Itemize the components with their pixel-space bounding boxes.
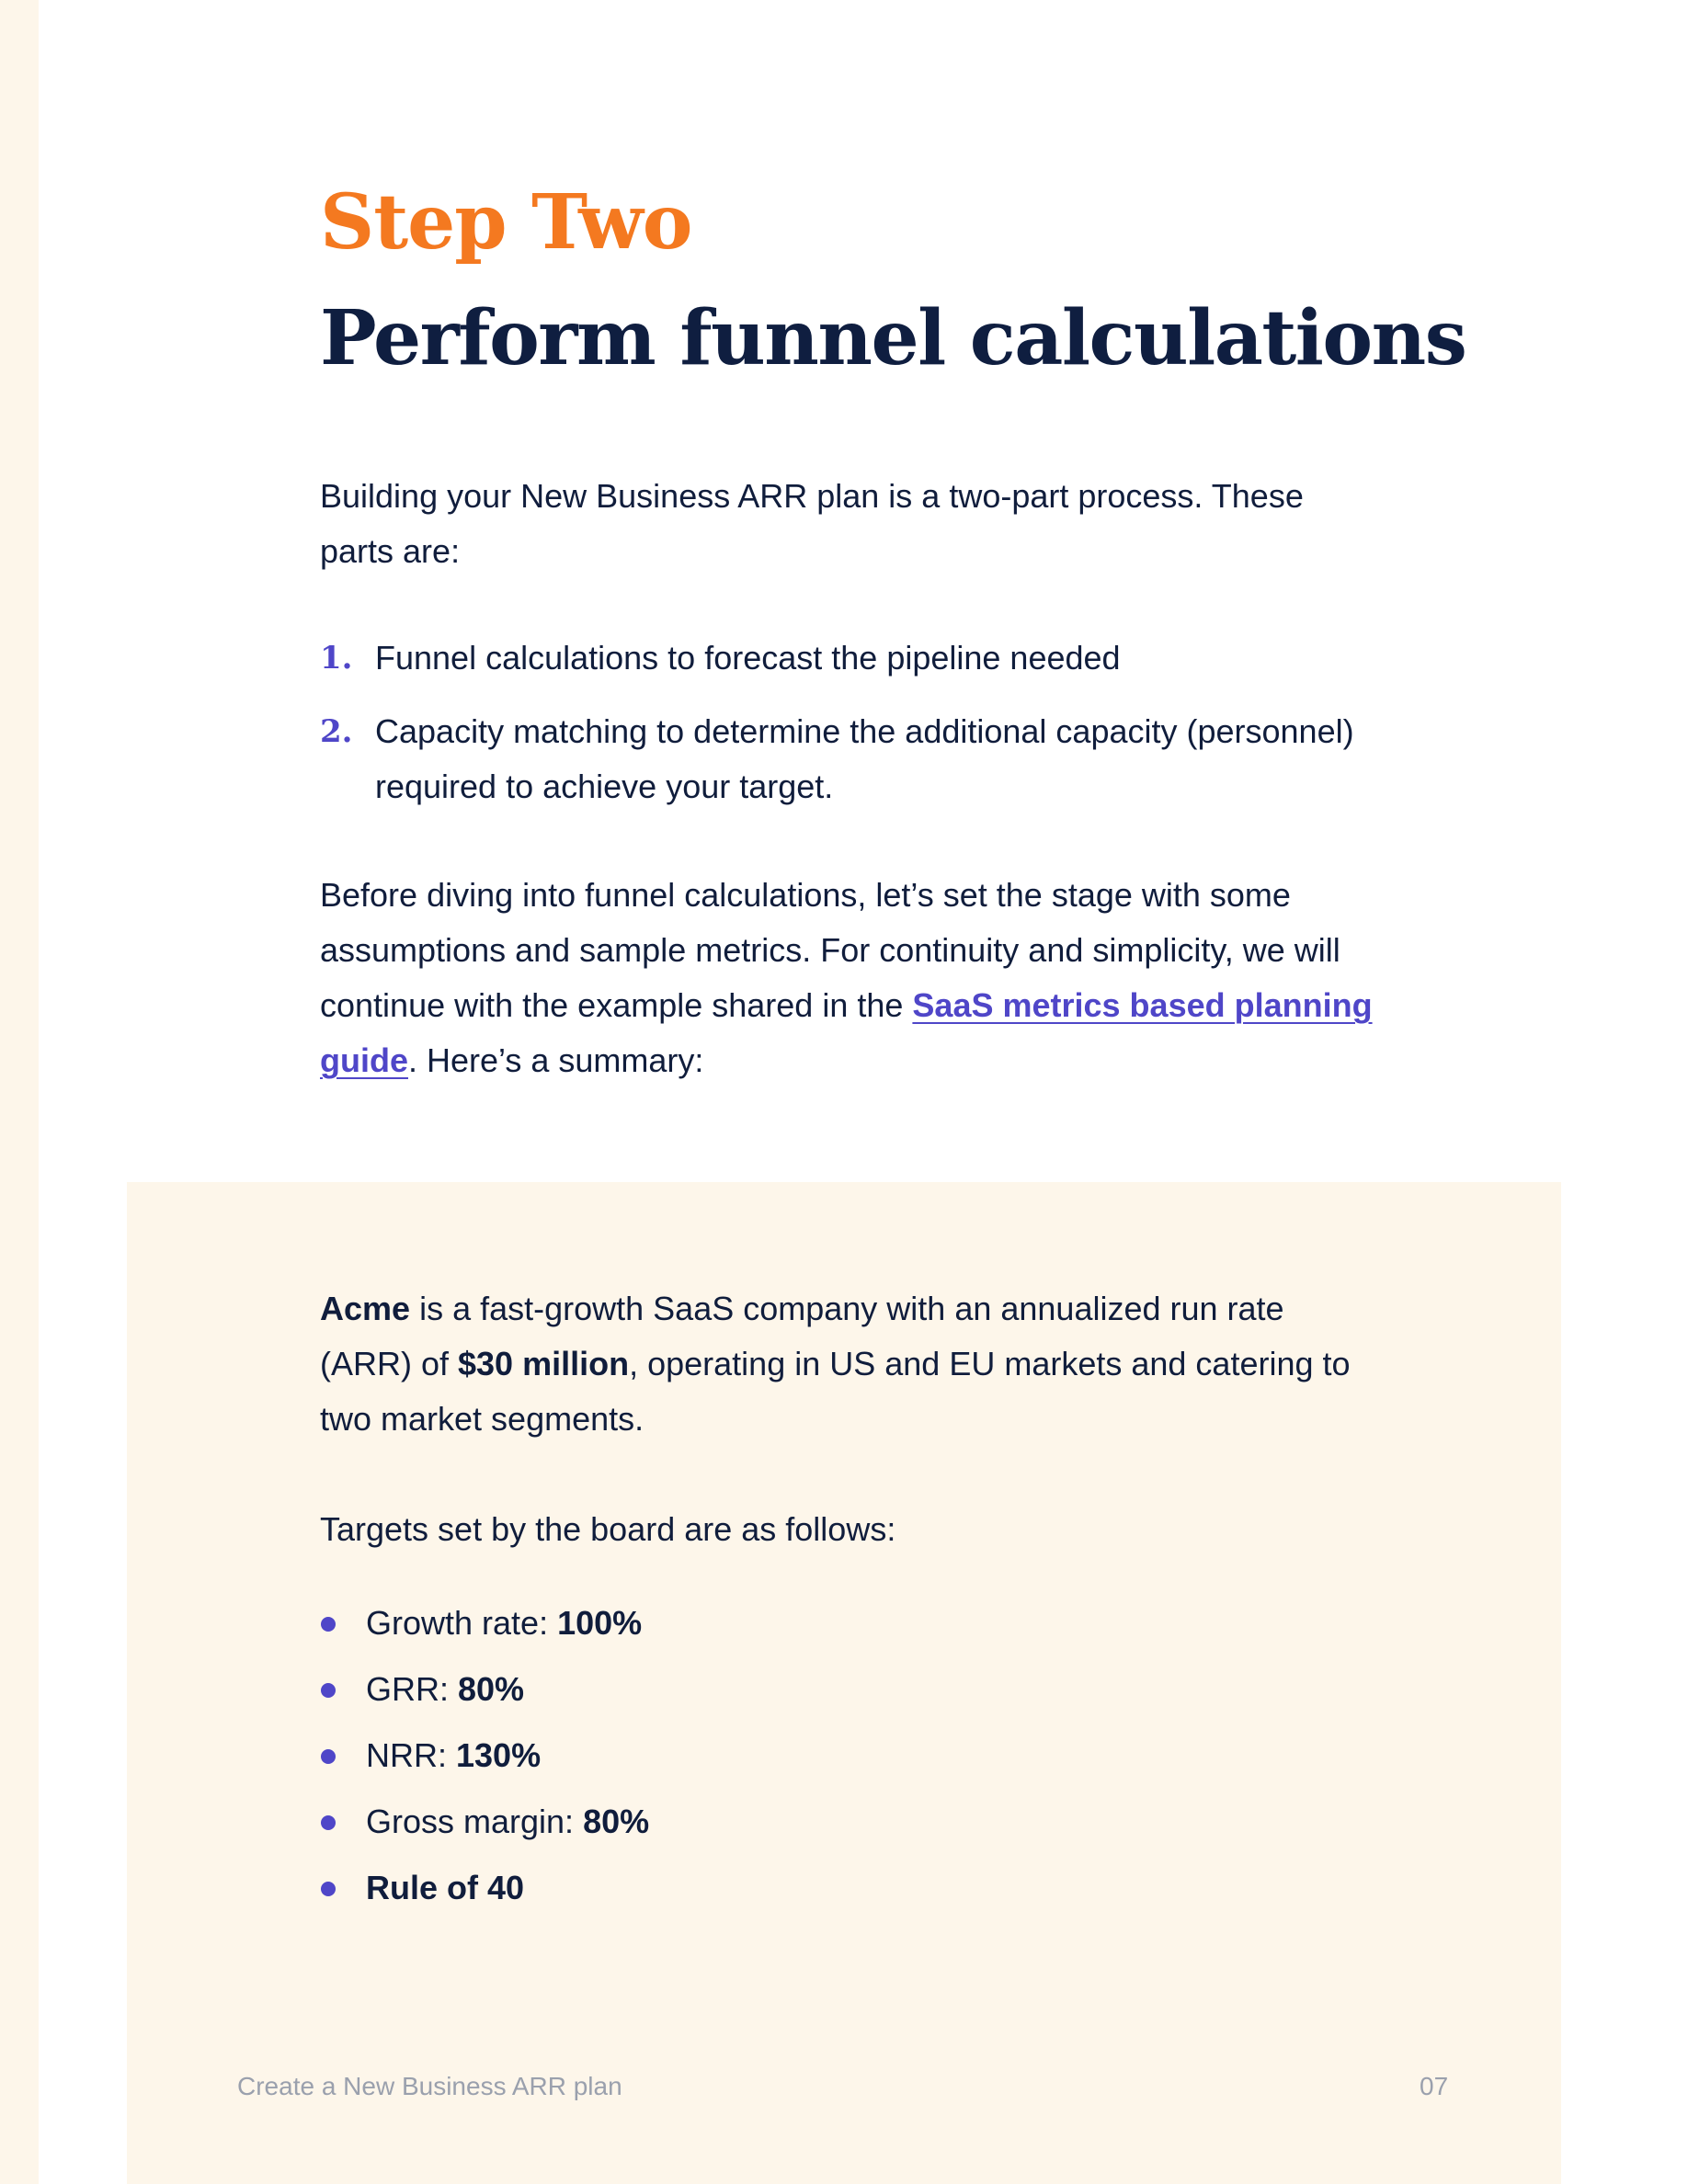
- arr-value: $30 million: [458, 1345, 630, 1382]
- bullet-icon: [321, 1683, 336, 1698]
- list-item-text: Capacity matching to determine the additional capacity (personnel) required to achieve your target.: [375, 712, 1354, 805]
- bullet-icon: [321, 1815, 336, 1830]
- target-label: NRR:: [366, 1736, 456, 1774]
- bullet-icon: [321, 1749, 336, 1764]
- summary-text: is a fast-growth SaaS company with an annualized run rate (ARR) of: [320, 1290, 1284, 1382]
- page-title: Perform funnel calculations: [320, 294, 1466, 382]
- targets-list: [320, 1601, 649, 1932]
- planning-guide-link[interactable]: SaaS metrics based planning guide: [320, 986, 1373, 1079]
- steps-list: [320, 631, 1377, 833]
- target-item: [320, 1800, 649, 1844]
- targets-intro: Targets set by the board are as follows:: [320, 1510, 896, 1548]
- target-value: 80%: [583, 1803, 650, 1840]
- target-item: [320, 1601, 649, 1645]
- summary-text-end: , operating in US and EU markets and catering to two market segments.: [320, 1345, 1351, 1438]
- list-item: [320, 704, 1377, 814]
- company-name: Acme: [320, 1290, 411, 1327]
- intro-paragraph: Building your New Business ARR plan is a two-part process. These parts are:: [320, 477, 1304, 570]
- bullet-icon: [321, 1617, 336, 1632]
- context-text-end: . Here’s a summary:: [408, 1041, 704, 1079]
- target-value: 100%: [557, 1604, 643, 1642]
- footer-doc-title: Create a New Business ARR plan: [237, 2072, 622, 2100]
- list-item: [320, 631, 1377, 686]
- target-item: [320, 1734, 649, 1778]
- target-label: GRR:: [366, 1670, 459, 1708]
- list-number: 2.: [320, 713, 353, 750]
- target-item: [320, 1866, 649, 1910]
- step-label: Step Two: [320, 178, 692, 267]
- target-label: Growth rate:: [366, 1604, 558, 1642]
- target-value: Rule of 40: [366, 1869, 525, 1906]
- target-value: 130%: [456, 1736, 542, 1774]
- bullet-icon: [321, 1882, 336, 1896]
- list-number: 1.: [320, 640, 353, 677]
- target-value: 80%: [458, 1670, 525, 1708]
- target-label: Gross margin:: [366, 1803, 584, 1840]
- left-margin-strip: [0, 0, 39, 2184]
- footer-page-number: 07: [1420, 2072, 1449, 2100]
- context-text: Before diving into funnel calculations, let’s set the stage with some assumptions and sample metrics. For continuity and simplicity, we will continue with the example shared in the: [320, 876, 1340, 1024]
- context-paragraph: [320, 868, 1377, 1088]
- target-item: [320, 1667, 649, 1712]
- list-item-text: Funnel calculations to forecast the pipeline needed: [375, 639, 1121, 677]
- company-summary: [320, 1281, 1377, 1447]
